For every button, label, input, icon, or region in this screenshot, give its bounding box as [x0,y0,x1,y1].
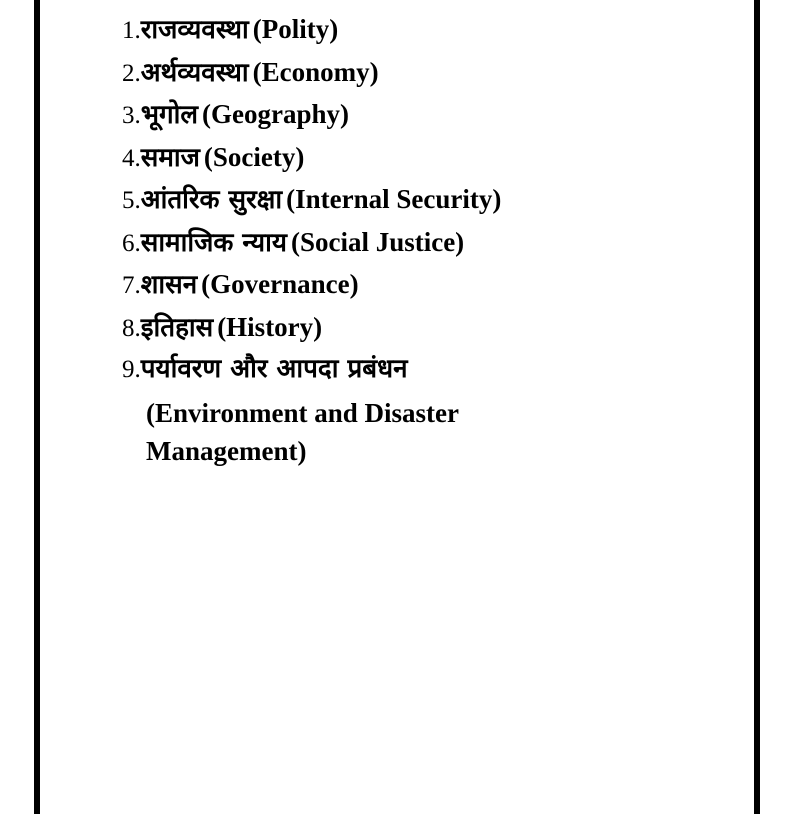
topic-number: 3. [122,102,141,129]
topic-hindi-name: पर्यावरण और आपदा प्रबंधन [140,354,408,384]
topic-english-name: (Environment and Disaster Management) [146,398,459,466]
topic-list [122,8,722,470]
topic-english-name: (Economy) [252,56,379,87]
topic-hindi-name: सामाजिक न्याय [140,227,287,258]
topic-item-history [122,306,722,349]
topic-english-name: (Social Justice) [290,226,465,257]
topic-item-internal-security [122,178,722,221]
topic-item-geography [122,93,722,136]
topic-hindi-name: भूगोल [140,100,199,130]
topic-item-society [122,136,722,179]
topic-hindi-name: राजव्यवस्था [140,15,249,45]
topic-number: 2. [122,59,141,87]
topic-hindi-name: इतिहास [140,312,214,343]
topic-number: 9. [122,356,141,383]
topic-english-name: (Geography) [202,99,350,129]
topic-item-governance [122,263,722,306]
topic-number: 6. [122,229,141,257]
topic-number: 8. [122,314,141,342]
topic-number: 4. [122,144,141,172]
topic-number: 7. [122,272,141,299]
topic-english-name: (History) [217,311,323,342]
topic-english-name: (Polity) [252,14,339,44]
topic-item-environment-disaster-management [122,348,722,470]
topic-hindi-name: शासन [140,270,198,300]
topic-item-economy [122,51,722,94]
topic-number: 5. [122,187,141,214]
topic-hindi-name: समाज [140,142,200,173]
topic-hindi-name: अर्थव्यवस्था [140,57,249,88]
topic-english-name: (Society) [203,141,305,172]
topic-english-name: (Internal Security) [286,184,502,214]
topic-hindi-name: आंतरिक सुरक्षा [140,185,283,215]
topic-item-social-justice [122,221,722,264]
topic-english-name: (Governance) [201,269,359,299]
topic-number: 1. [122,17,141,44]
topic-item-polity [122,8,722,51]
